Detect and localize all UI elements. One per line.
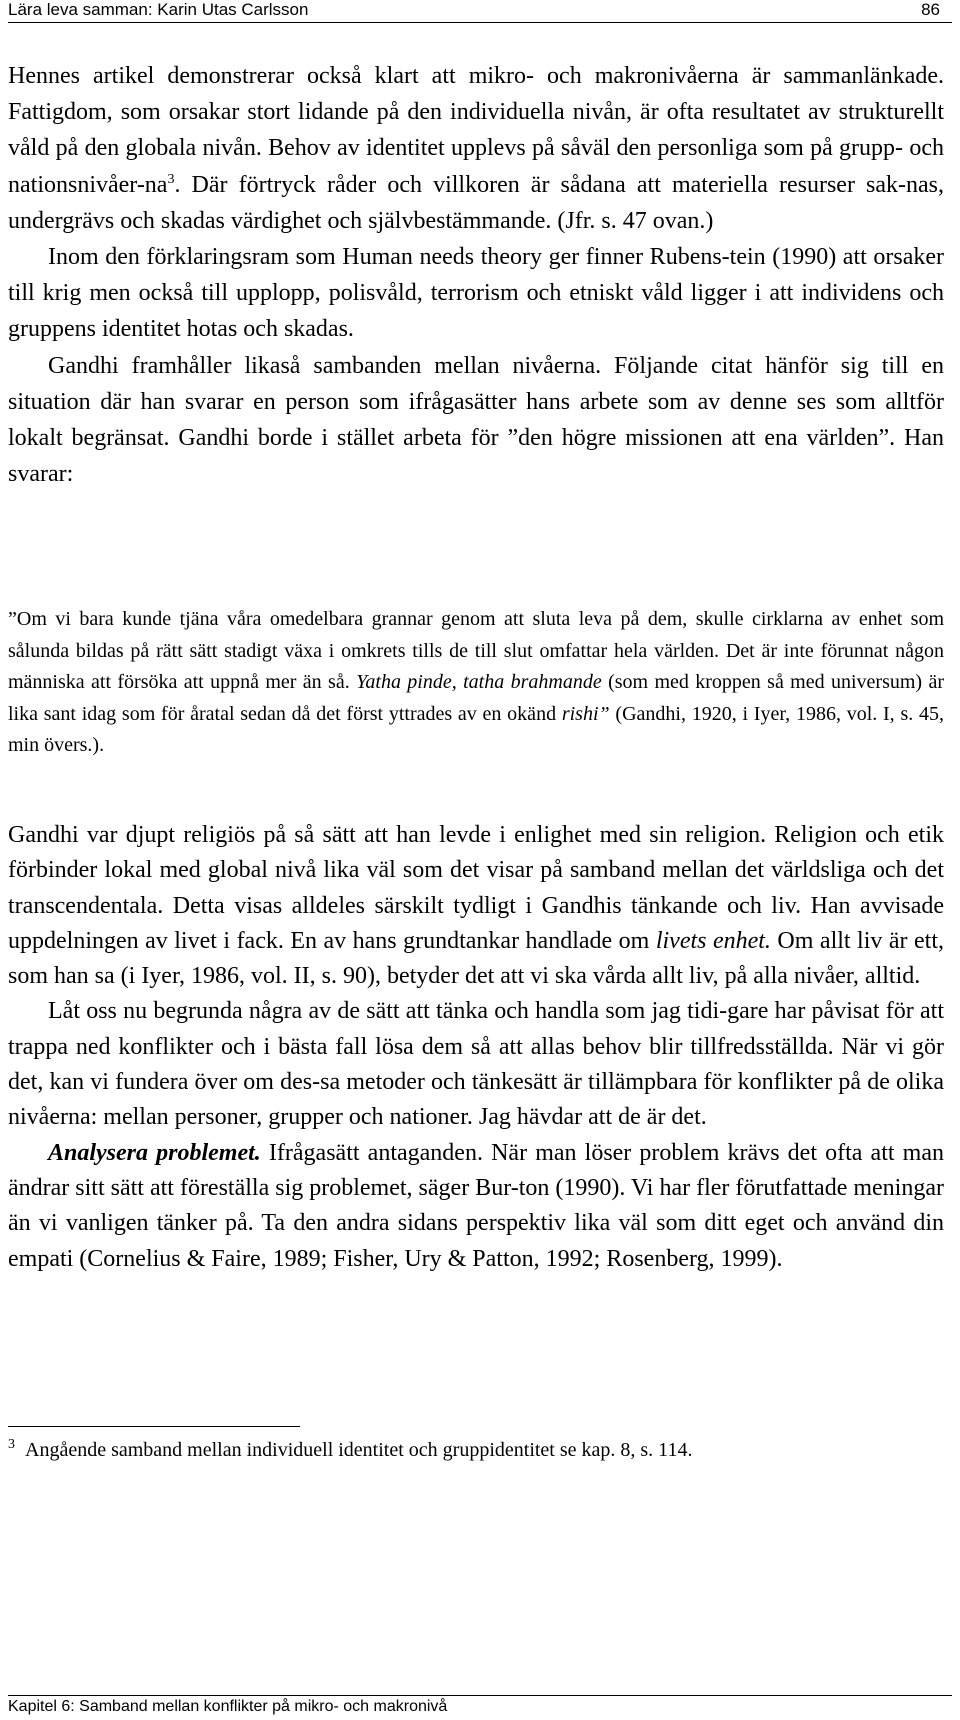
paragraph-5: Låt oss nu begrunda några av de sätt att tänka och handla som jag tidi-gare har påvisat för att trappa ned konflikter och i bästa fall lösa dem så att allas behov blir tillfredsställda. När vi gör det, kan vi fundera över om des-sa metoder och tänkesätt är tillämpbara för konflikter på de olika nivåerna: mellan personer, grupper och nationer. Jag hävdar att de är det. xyxy=(8,998,944,1131)
running-header xyxy=(8,0,952,23)
paragraph-1-text-a: Hennes artikel demonstrerar också klart att mikro- och makronivåerna är sammanlänkade. Fattigdom, som orsakar stort lidande på den individuella nivån, är ofta resultatet av strukturellt våld på den globala nivån. Behov av identitet upplevs på såväl den personliga som på grupp- och nationsnivåer-na xyxy=(8,63,944,198)
footnote-text: Angående samband mellan individuell identitet och gruppidentitet se kap. 8, s. 114. xyxy=(25,1439,693,1461)
paragraph-1-text-b: . Där förtryck råder och villkoren är sådana att materiella resurser sak-nas, undergrävs och skadas värdighet och självbestämmande. (Jfr. s. 47 ovan.) xyxy=(8,171,944,234)
quote-text-3: (Gandhi, 1920, i Iyer, 1986, vol. I, s. 45, min övers.). xyxy=(8,702,944,756)
main-text-top xyxy=(8,58,944,492)
paragraph-1 xyxy=(8,58,944,239)
paragraph-3: Gandhi framhåller likaså sambanden mellan nivåerna. Följande citat hänför sig till en situation där han svarar en person som ifrågasätter hans arbete som av denne ses som alltför lokalt begränsat. Gandhi borde i stället arbeta för ”den högre missionen att ena världen”. Han svarar: xyxy=(8,352,944,488)
paragraph-6-text: Ifrågasätt antaganden. När man löser problem krävs det ofta att man ändrar sitt sätt att föreställa sig problemet, säger Bur-ton (1990). Vi har fler förutfattade meningar än vi vanligen tänker på. Ta den andra sidans perspektiv lika väl som ditt eget och använd din empati (Cornelius & Faire, 1989; Fisher, Ury & Patton, 1992; Rosenberg, 1999). xyxy=(8,1139,944,1272)
footnote xyxy=(8,1436,944,1464)
page-number: 86 xyxy=(921,0,940,19)
quote-text-2: (som med kroppen så med universum) är lika sant idag som för åratal sedan då det först yttrades av en okänd xyxy=(8,671,944,725)
quote-italic-sanskrit: Yatha pinde, tatha brahmande xyxy=(356,671,602,693)
block-quote xyxy=(8,604,944,762)
quote-text-1: ”Om vi bara kunde tjäna våra omedelbara grannar genom att sluta leva på dem, skulle cirklarna av enhet som sålunda bildas på rätt sätt stadigt växa i omkrets tills de till slut omfattar hela världen. Det är inte förunnat någon människa att försöka att uppnå mer än så. xyxy=(8,608,944,693)
quote-italic-rishi: rishi” xyxy=(561,702,610,725)
paragraph-4-text-a: Gandhi var djupt religiös på så sätt att han levde i enlighet med sin religion. Religion och etik förbinder lokal med global nivå lika väl som det visar på samband mellan det världsliga och det transcendentala. Detta visas alldeles särskilt tydligt i Gandhis tänkande och liv. Han avvisade uppdelningen av livet i fack. En av hans grundtankar handlade om xyxy=(8,822,944,954)
paragraph-2: Inom den förklaringsram som Human needs theory ger finner Rubens-tein (1990) att orsaker till krig men också till upplopp, polisvåld, terrorism och etniskt våld ligger i att individens och gruppens identitet hotas och skadas. xyxy=(8,244,944,343)
footnote-marker[interactable]: 3 xyxy=(167,171,175,187)
paragraph-4-italic: livets enhet. xyxy=(655,927,771,954)
paragraph-6-heading: Analysera problemet. xyxy=(48,1139,261,1166)
header-title: Lära leva samman: Karin Utas Carlsson xyxy=(8,0,309,19)
running-footer xyxy=(8,1695,952,1720)
footnote-number: 3 xyxy=(8,1437,15,1453)
paragraph-6 xyxy=(8,1136,944,1277)
main-text-bottom xyxy=(8,818,944,1277)
footer-text: Kapitel 6: Samband mellan konflikter på mikro- och makronivå xyxy=(8,1698,448,1715)
paragraph-4 xyxy=(8,818,944,994)
footnote-divider xyxy=(8,1426,300,1427)
paragraph-4-text-b: Om allt liv är ett, som han sa (i Iyer, 1986, vol. II, s. 90), betyder det att vi ska vårda allt liv, på alla nivåer, alltid. xyxy=(8,927,944,990)
